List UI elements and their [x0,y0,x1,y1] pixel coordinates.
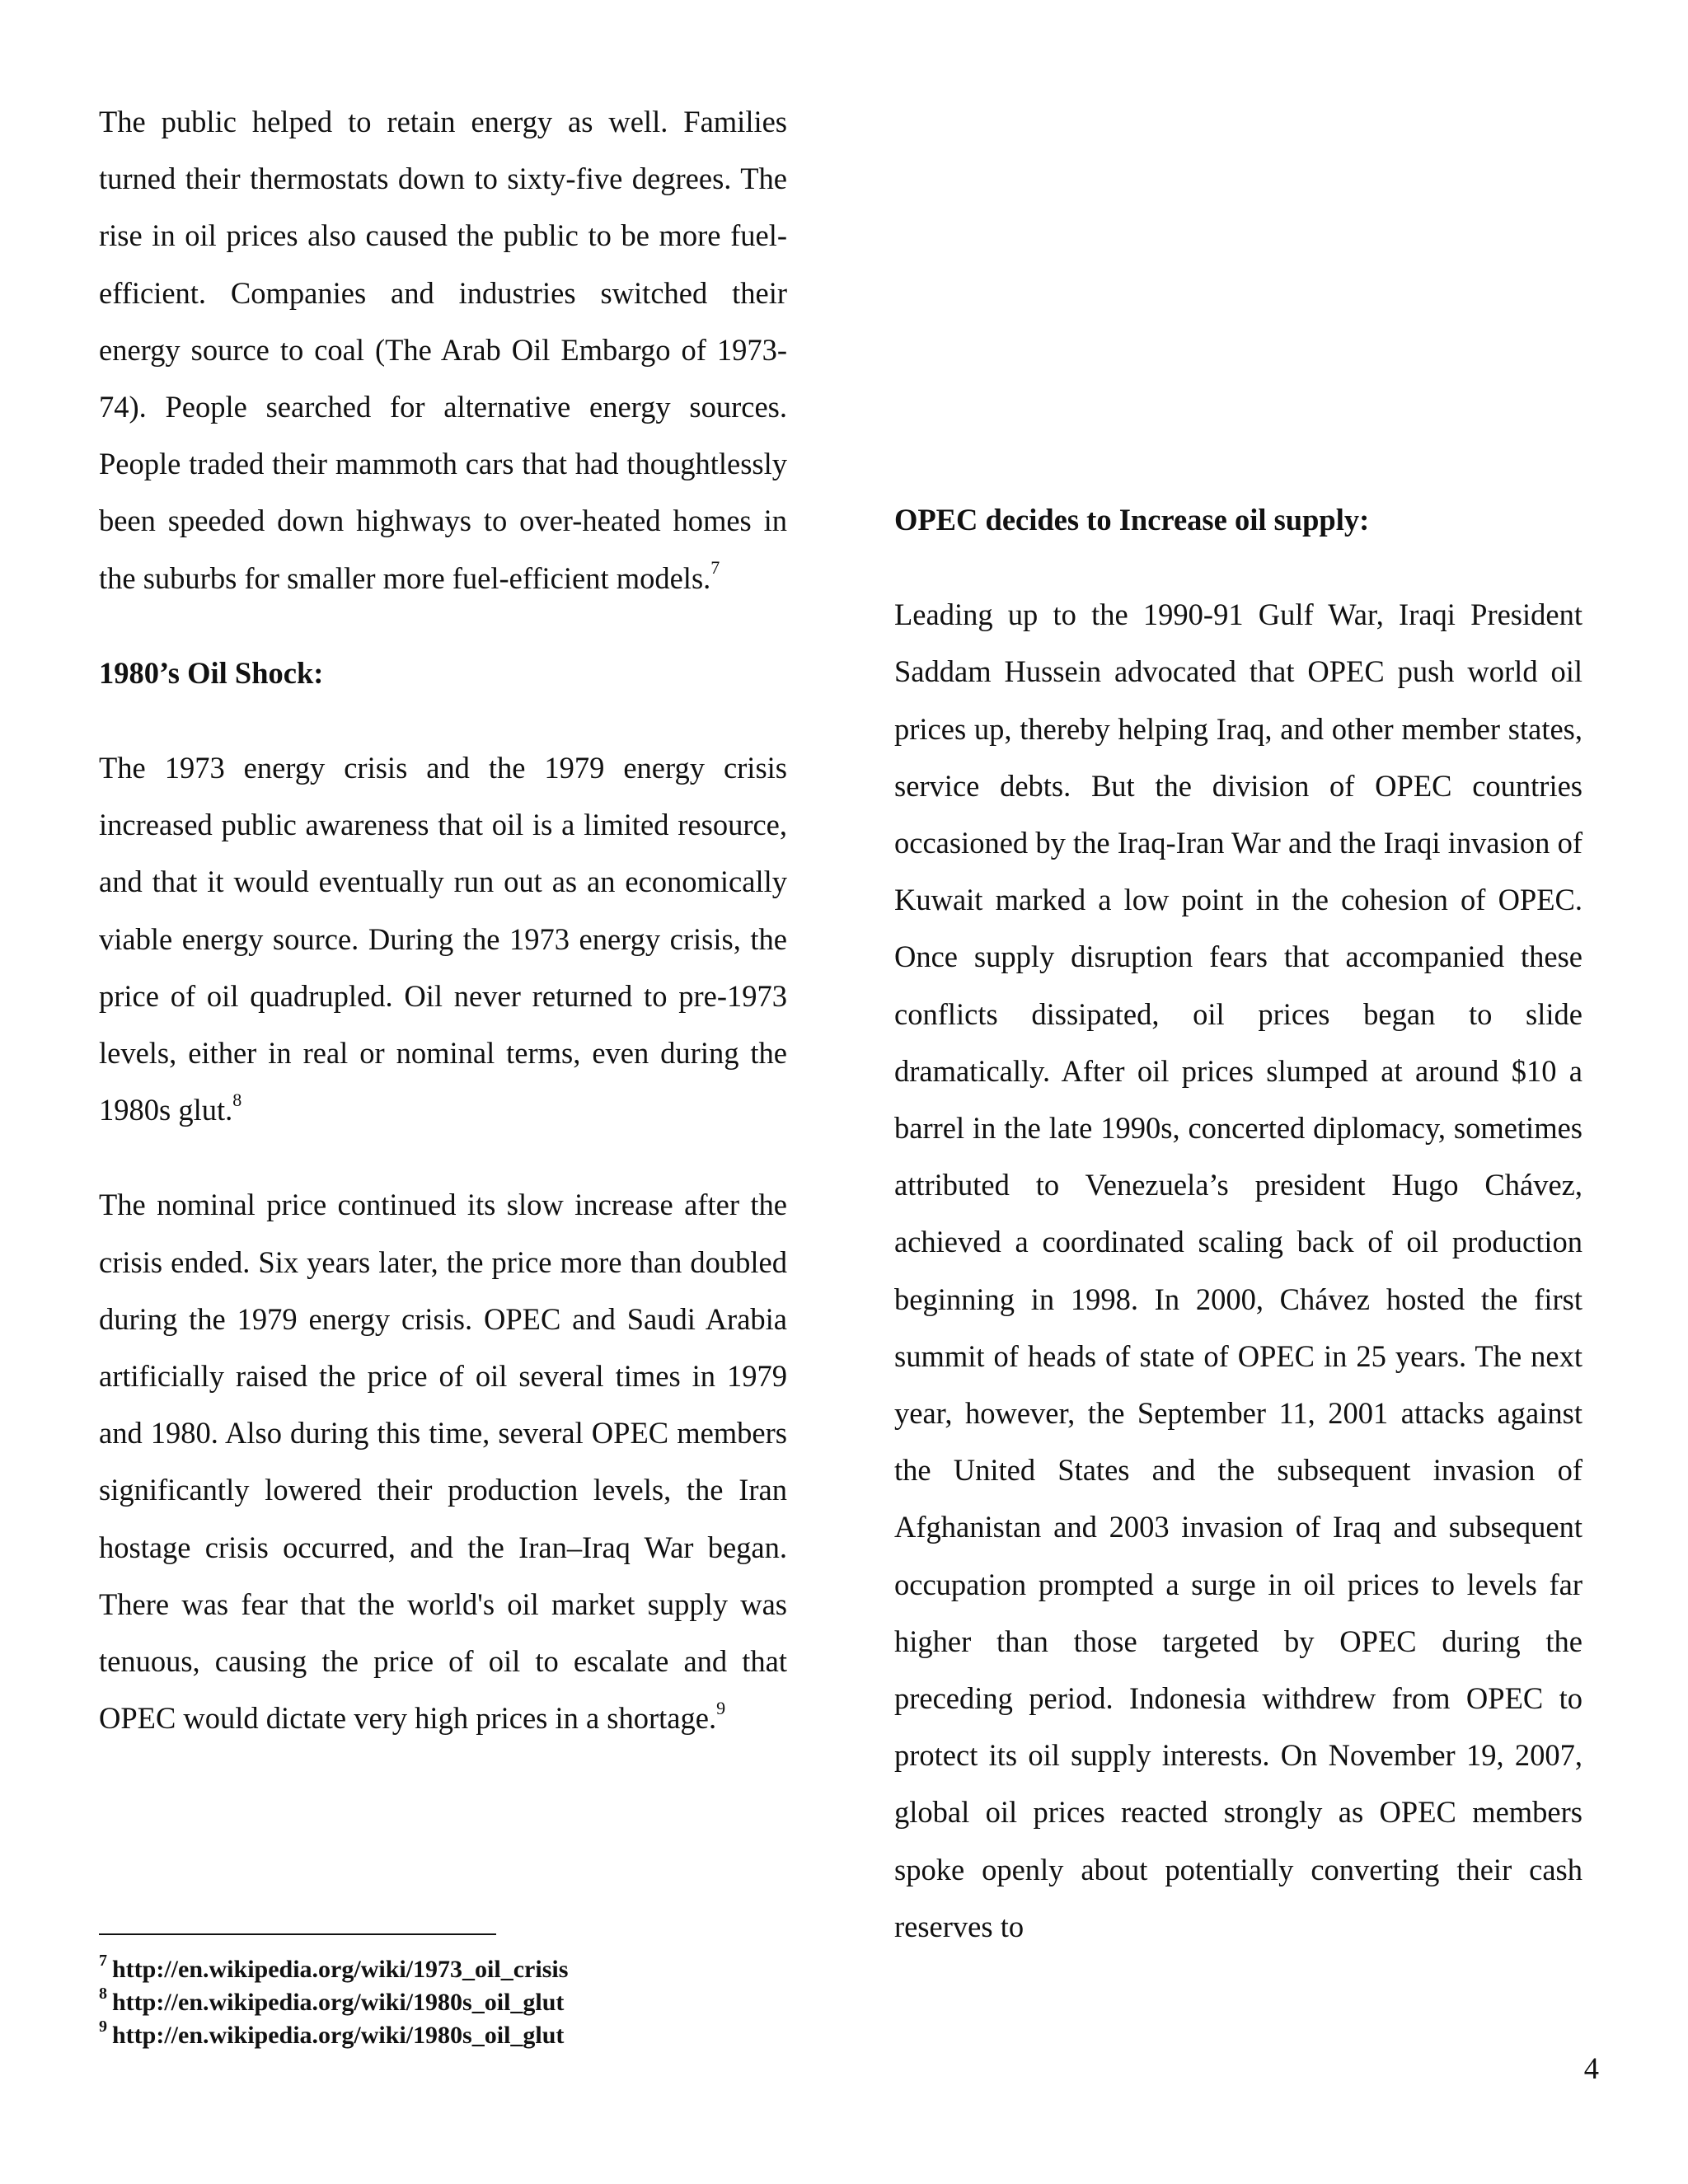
paragraph-energy-crisis [99,739,787,1138]
paragraph-nominal-price [99,1176,787,1746]
section-heading-1980s-oil-shock: 1980’s Oil Shock: [99,655,324,690]
left-column [99,93,787,1746]
footnote-number: 7 [99,1952,107,1970]
paragraph-text: The 1973 energy crisis and the 1979 energy crisis increased public awareness that oil is a limited resource, and that it would eventually run out as an economically viable energy source. During the 1973 energy crisis, the price of oil quadrupled. Oil never returned to pre-1973 levels, either in real or nominal terms, even during the 1980s glut. [99,751,787,1127]
footnote-item [99,1953,841,1986]
footnote-link[interactable]: http://en.wikipedia.org/wiki/1980s_oil_glut [112,1989,565,2016]
section-heading-opec-supply: OPEC decides to Increase oil supply: [894,503,1370,537]
footnote-number: 8 [99,1985,107,2003]
footnote-item [99,2019,841,2052]
footnote-ref: 9 [716,1698,726,1719]
footnote-separator [99,1933,496,1935]
paragraph-gap [99,701,787,739]
footnote-link[interactable]: http://en.wikipedia.org/wiki/1973_oil_crisis [112,1956,569,1983]
paragraph-text: The nominal price continued its slow increase after the crisis ended. Six years later, the price more than doubled during the 1979 energy crisis. OPEC and Saudi Arabia artificially raised the price of oil several times in 1979 and 1980. Also during this time, several OPEC members significantly lowered their production levels, the Iran hostage crisis occurred, and the Iran–Iraq War began. There was fear that the world's oil market supply was tenuous, causing the price of oil to escalate and that OPEC would dictate very high prices in a shortage. [99,1188,787,1736]
paragraph-gap [99,1138,787,1176]
page-number: 4 [1583,2051,1599,2085]
paragraph-gap [99,607,787,644]
paragraph-gap [894,548,1582,586]
footnote-ref: 7 [710,557,720,579]
footnote-number: 9 [99,2018,107,2036]
paragraph-public-energy [99,93,787,607]
footnote-ref: 8 [232,1090,242,1111]
paragraph-text: The public helped to retain energy as well. Families turned their thermostats down to sixty-five degrees. The rise in oil prices also caused the public to be more fuel-efficient. Companies and industries switched their energy source to coal (The Arab Oil Embargo of 1973-74). People searched for alternative energy sources. People traded their mammoth cars that had thoughtlessly been speeded down highways to over-heated homes in the suburbs for smaller more fuel-efficient models. [99,105,787,595]
paragraph-gulf-war: Leading up to the 1990-91 Gulf War, Iraqi President Saddam Hussein advocated that OPEC push world oil prices up, thereby helping Iraq, and other member states, service debts. But the division of OPEC countries occasioned by the Iraq-Iran War and the Iraqi invasion of Kuwait marked a low point in the cohesion of OPEC. Once supply disruption fears that accompanied these conflicts dissipated, oil prices began to slide dramatically. After oil prices slumped at around $10 a barrel in the late 1990s, concerted diplomacy, sometimes attributed to Venezuela’s president Hugo Chávez, achieved a coordinated scaling back of oil production beginning in 1998. In 2000, Chávez hosted the first summit of heads of state of OPEC in 25 years. The next year, however, the September 11, 2001 attacks against the United States and the subsequent invasion of Afghanistan and 2003 invasion of Iraq and subsequent occupation prompted a surge in oil prices to levels far higher than those targeted by OPEC during the preceding period. Indonesia withdrew from OPEC to protect its oil supply interests. On November 19, 2007, global oil prices reacted strongly as OPEC members spoke openly about potentially converting their cash reserves to [894,598,1582,1943]
footnote-item [99,1986,841,2019]
footnote-link[interactable]: http://en.wikipedia.org/wiki/1980s_oil_glut [112,2022,565,2049]
footnotes [99,1953,841,2052]
right-column [894,491,1582,1955]
